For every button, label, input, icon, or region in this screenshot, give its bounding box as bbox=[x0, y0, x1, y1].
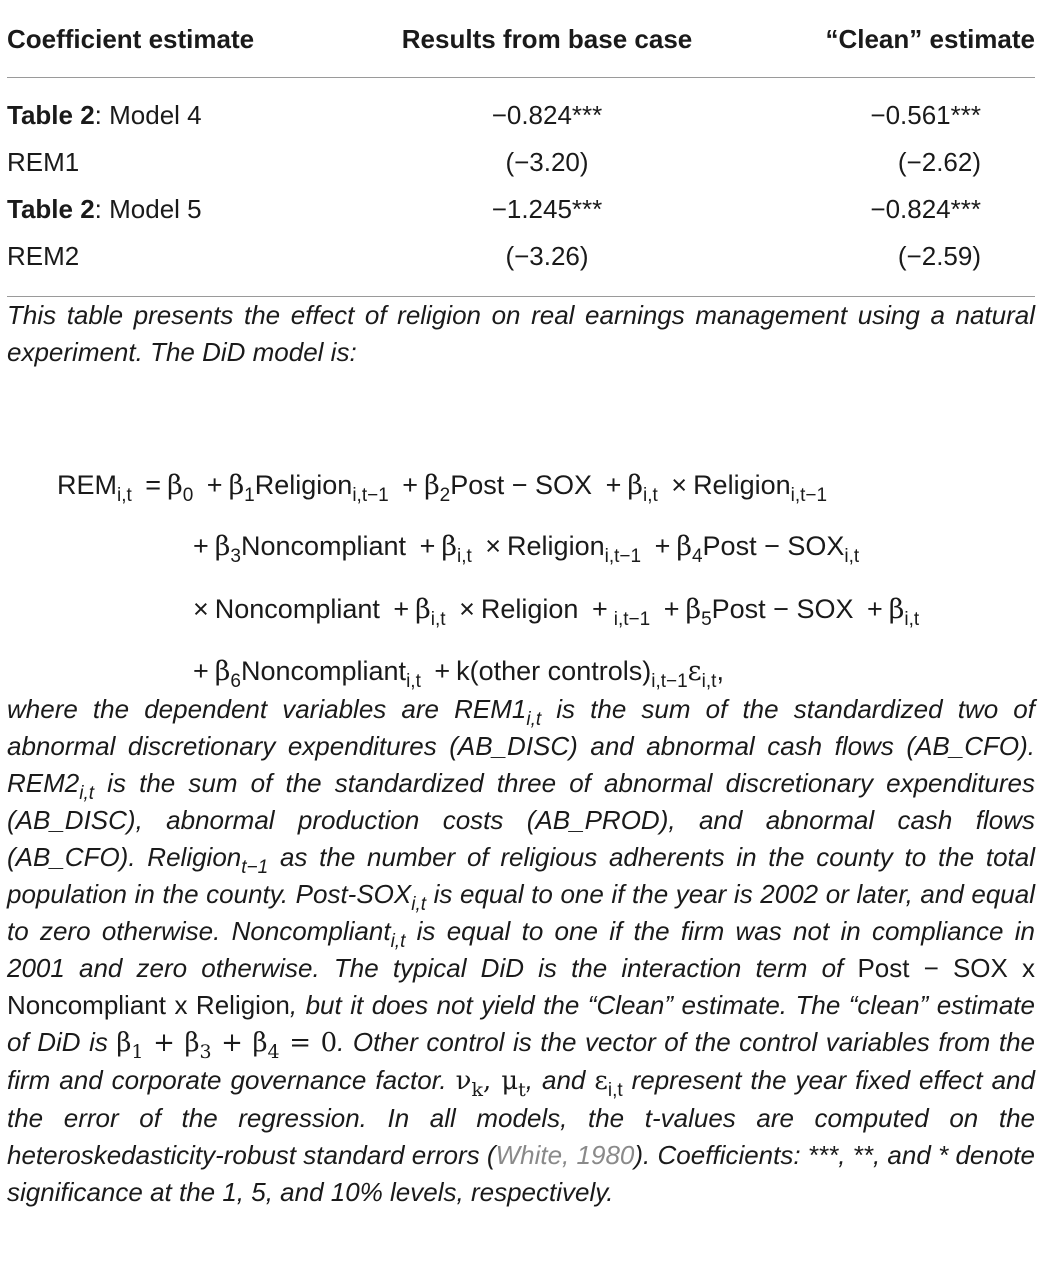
header-clean: “Clean” estimate bbox=[825, 24, 1035, 54]
table-row bbox=[7, 186, 1035, 233]
row-label: Table 2: Model 4 bbox=[7, 100, 202, 130]
clean-estimate-formula: $\beta_1 + \beta_3 + \beta_4 = 0$ bbox=[116, 1028, 338, 1063]
table-footnote bbox=[7, 297, 1035, 1211]
did-equation bbox=[7, 371, 1035, 691]
footnote-body: where the dependent variables are $REM1_{i,t}$ is the sum of the standardized two of abnormal discretionary expenditures (AB_DISC) and abnormal cash flows (AB_CFO). $REM2_{i,t}$ is the sum of the standardized three of abnormal discretionary expenditures (AB_DISC), abnormal production costs (AB_PROD), and abnormal cash flows (AB_CFO). Religion$_{t-1}$ as the number of religious adherents in the county to the total population in the county. Post-$SOX_{i,t}$ is equal to one if the year is 2002 or later, and equal to zero otherwise. Noncompliant$_{i,t}$ is equal to one if the firm was not in compliance in 2001 and zero otherwise. The typical DiD is the interaction term of Post − SOX x Noncompliant x Religion, but it does not yield the “Clean” estimate. The “clean” estimate of DiD is $\beta_1 + \beta_3 + \beta_4 = 0$. Other control is the vector of the control variables from the firm and corporate governance factor. $\nu_k$, $\mu_t$, and $\varepsilon_{i,t}$ represent the year fixed effect and the error of the regression. In all models, the t-values are computed on the heteroskedasticity-robust standard errors (White, 1980). Coefficients: ***, **, and * denote significance at the 1, 5, and 10% levels, respectively. bbox=[7, 694, 1035, 1207]
equation-line-3: × Noncompliant + $\beta_{i,t}$ × Religion + $_{i,t-1} + \beta_5Post$ − SOX + $\beta_{i,t}$ bbox=[193, 594, 920, 630]
equation-line-4: + $\beta_6Noncompliant_{i,t}$ + k(other $controls)_{i,t-1}\varepsilon_{i,t}$, bbox=[193, 656, 724, 692]
base-tvalue: (−3.20) bbox=[505, 147, 589, 177]
did-term: Post − SOX x Noncompliant x Religion bbox=[7, 953, 1035, 1020]
base-value: −1.245*** bbox=[491, 194, 603, 224]
header-coefficient: Coefficient estimate bbox=[7, 24, 255, 54]
row-label: REM1 bbox=[7, 147, 80, 177]
clean-tvalue: (−2.59) bbox=[897, 241, 981, 271]
footnote-intro: This table presents the effect of religion on real earnings management using a natural experiment. The DiD model is: bbox=[7, 300, 1035, 367]
clean-value: −0.824*** bbox=[870, 194, 981, 224]
coefficient-table bbox=[7, 0, 1035, 297]
row-label: Table 2: Model 5 bbox=[7, 194, 202, 224]
citation-link[interactable]: White, 1980 bbox=[495, 1140, 635, 1170]
equation-line-2: + $\beta_3Noncompliant + \beta_{i,t}$ × Religion$_{i,t-1}$ + $\beta_4Post - SOX_{i,t}$ bbox=[193, 531, 860, 567]
clean-value: −0.561*** bbox=[870, 100, 981, 130]
header-base-case: Results from base case bbox=[401, 24, 693, 54]
table-container bbox=[7, 0, 1035, 1211]
clean-tvalue: (−2.62) bbox=[897, 147, 981, 177]
base-tvalue: (−3.26) bbox=[505, 241, 589, 271]
table-row bbox=[7, 233, 1035, 297]
table-row bbox=[7, 139, 1035, 186]
fixed-effect-symbols: $\nu_k$, $\mu_t$ bbox=[455, 1066, 526, 1101]
row-label: REM2 bbox=[7, 241, 80, 271]
table-header-row bbox=[7, 0, 1035, 78]
table-row bbox=[7, 78, 1035, 140]
base-value: −0.824*** bbox=[491, 100, 603, 130]
equation-line-1: $REM_{i,t} = \beta_0$ + $\beta_1Religion_{i,t-1}$ + $\beta_2Post$ − SOX + $\beta_{i,t}$ × Religion$_{i,t-1}$ bbox=[57, 470, 828, 506]
